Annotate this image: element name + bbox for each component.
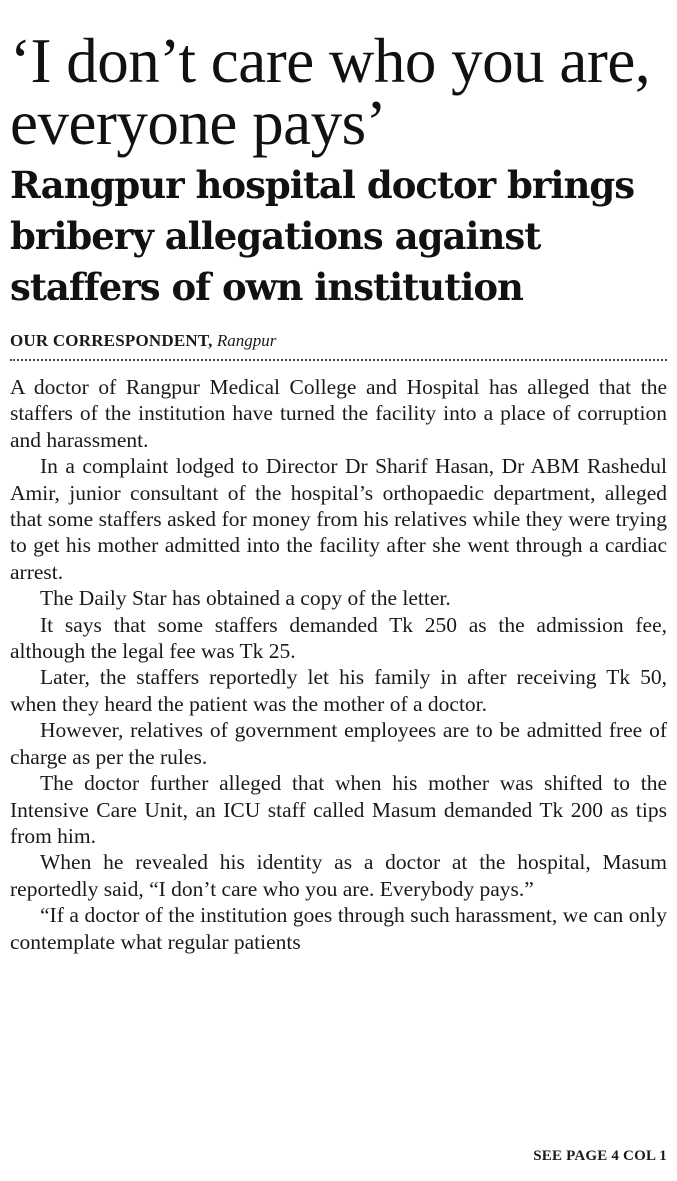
paragraph: In a complaint lodged to Director Dr Sharif Hasan, Dr ABM Rashedul Amir, junior consultant of the hospital’s orthopaedic department, alleged that some staffers asked for money from his relatives while they were trying to get his mother admitted into the facility after she went through a cardiac arrest. [10,454,667,584]
paragraph: However, relatives of government employees are to be admitted free of charge as per the rules. [10,718,667,769]
paragraph: “If a doctor of the institution goes through such harassment, we can only contemplate what regular patients [10,903,667,954]
paragraph: When he revealed his identity as a doctor at the hospital, Masum reportedly said, “I don’t care who you are. Everybody pays.” [10,850,667,901]
byline-name: OUR CORRESPONDENT, [10,331,213,350]
paragraph: The doctor further alleged that when his mother was shifted to the Intensive Care Unit, an ICU staff called Masum demanded Tk 200 as tips from him. [10,771,667,848]
paragraph: It says that some staffers demanded Tk 250 as the admission fee, although the legal fee was Tk 25. [10,612,667,664]
dotted-divider [10,359,667,361]
byline-place: Rangpur [216,331,277,350]
byline [10,331,667,351]
headline: ‘I don’t care who you are, everyone pays’ [10,26,651,158]
article-body [10,374,667,955]
paragraph: A doctor of Rangpur Medical College and Hospital has alleged that the staffers of the institution have turned the facility into a place of corruption and harassment. [10,375,667,452]
paragraph: The Daily Star has obtained a copy of the letter. [40,586,451,611]
continuation-jump-line: SEE PAGE 4 COL 1 [533,1148,667,1164]
news-article [10,0,667,955]
paragraph: Later, the staffers reportedly let his family in after receiving Tk 50, when they heard the patient was the mother of a doctor. [10,665,667,716]
subheadline: Rangpur hospital doctor brings bribery allegations against staffers of own institution [10,163,635,309]
